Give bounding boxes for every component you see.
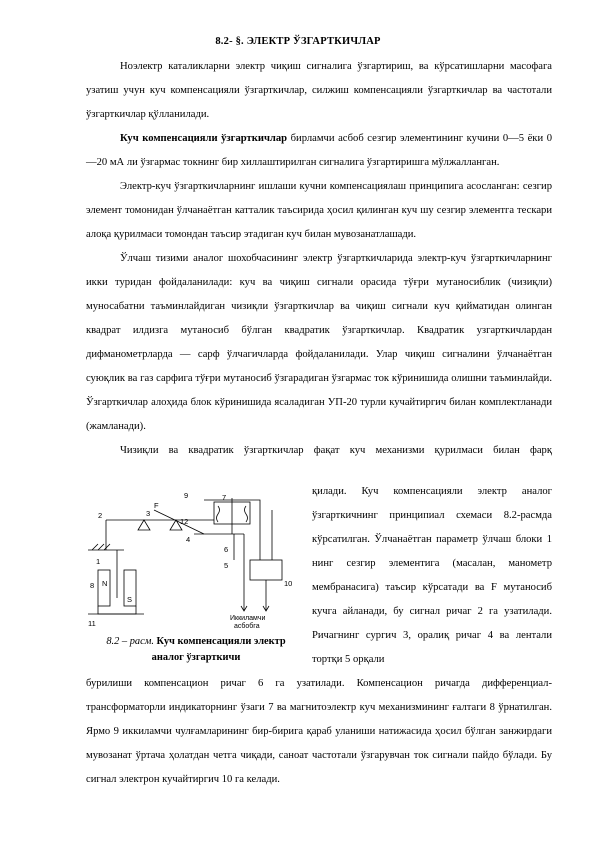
output-label-line1: Иккиламчи xyxy=(230,615,266,622)
paragraph-4 xyxy=(86,247,552,439)
caption-number: 8.2 – расм. xyxy=(106,636,154,647)
fig-label-9: 9 xyxy=(184,491,189,500)
paragraph-bottom: бурилиши компенсацион ричаг 6 га узатилади. Компенсацион ричагда дифференциал-трансформаторли индикаторнинг ўзаги 7 ва магнитоэлектр куч механизмининг ғалтаги 8 ўрнатилган. Ярмо 9 иккиламчи чулғамларининг бир-бирига қараб уланиши натижасида ҳосил бўлган занжирдаги мувозанат ўртача ҳолатдан четга чиқади, саноат частотали ўзгарувчан ток сигнали пайдо бўлади. Бу сигнал электрон кучайтиргич 10 га келади. xyxy=(86,678,552,785)
paragraph-3 xyxy=(86,175,552,247)
fig-label-12: 12 xyxy=(180,517,189,526)
fig-label-n: N xyxy=(102,579,108,588)
magnet-yoke-8 xyxy=(98,606,136,614)
amplifier-10 xyxy=(250,560,282,580)
fig-label-11: 11 xyxy=(88,619,96,628)
schematic-figure xyxy=(84,490,304,630)
paragraph-2-text: бирламчи асбоб сезгир элементининг кучини 0—5 ёки 0—20 мА ли ўзгармас токнинг бир хиллаштирилган сигналига ўзгартиришга мўлжалланган. xyxy=(86,133,552,168)
pivot-3 xyxy=(138,520,150,530)
figure-caption xyxy=(96,634,296,666)
caption-title: Куч компенсацияли электр аналог ўзгарткичи xyxy=(151,636,286,663)
section-title: 8.2- §. ЭЛЕКТР ЎЗГАРТКИЧЛАР xyxy=(215,36,381,47)
paragraph-1-text: Ноэлектр каталикларни электр чиқиш сигналига ўзгартириш, ва кўрсатишларни масофага узатиш учун куч компенсацияли ўзгарткичлар, силжиш компенсацияли ўзгарткичлар ва частотали ўзгарткичлар қўлланилади. xyxy=(86,61,552,120)
paragraph-2 xyxy=(86,127,552,175)
fig-label-7: 7 xyxy=(222,493,227,502)
body-text-top xyxy=(86,55,552,463)
paragraph-4-text: Ўлчаш тизими аналог шохобчасининг электр ўзгарткичларида электр-куч ўзгарткичларнинг икки туридан фойдаланилади: куч ва чиқиш сигнали орасида тўғри мутаносиблик (чизиқли) муносабатни таъминлайдиган чизиқли ўзгарткичлар ва чиқиш сигнали куч қийматидан олинган квадрат илдизга мутаносиб бўлган квадратик ўзгарткичлар. Квадратик узгарткичлардан дифманометрларда — сарф ўлчагичларда фойдаланилади. Улар чиқиш сигналини ўлчанаётган суюқлик ва газ сарфига тўғри мутаносиб ўзгарадиган ўзгармас ток кўринишида олишни таъминлайди. Ўзгарткичлар алоҳида блок кўринишида ясаладиган УП-20 турли кучайтиргич билан комплектланади (жамланади). xyxy=(86,253,552,432)
magnet-left xyxy=(98,570,110,606)
hatch-marks xyxy=(92,544,110,550)
fig-label-4: 4 xyxy=(186,535,191,544)
fig-label-s: S xyxy=(127,595,133,604)
fig-label-5: 5 xyxy=(224,561,229,570)
fig-label-8: 8 xyxy=(90,581,95,590)
body-text-right xyxy=(312,480,552,672)
fig-label-1: 1 xyxy=(96,557,101,566)
fig-label-3: 3 xyxy=(146,509,151,518)
intermediate-lever xyxy=(154,510,204,534)
fig-label-2: 2 xyxy=(98,511,103,520)
body-text-bottom xyxy=(86,672,552,792)
paragraph-5-text: Чизиқли ва квадратик ўзгарткичлар фақат куч механизми қурилмаси билан фарқ xyxy=(120,445,552,456)
fig-label-6: 6 xyxy=(224,545,229,554)
fig-label-10: 10 xyxy=(284,579,293,588)
output-label-line2: асбобга xyxy=(234,623,260,630)
fig-label-f: F xyxy=(154,501,159,510)
paragraph-1 xyxy=(86,55,552,127)
paragraph-3-text: Электр-куч ўзгарткичларнинг ишлаши кучни компенсациялаш принципига асосланган: сезгир элемент томонидан ўлчанаётган катталик таъсирида ҳосил қилинган куч шу сезгир элементга тескари алоқа қурилмаси томондан таъсир этадиган куч билан мувозанатлашади. xyxy=(86,181,552,240)
paragraph-right: қилади. Куч компенсацияли электр аналог ўзгарткичнинг принципиал схемаси 8.2-расмда кўрсатилган. Ўлчанаётган параметр ўлчаш блоки 1 нинг сезгир элементига (масалан, манометр мембранасига) таъсир кўрсатади ва F мутаносиб кучга айланади, бу сигнал ричаг 2 га узатилади. Ричагнинг сургич 3, оралиқ ричаг 4 ва лентали тортқи 5 орқали xyxy=(312,486,552,665)
paragraph-2-term: Куч компенсацияли ўзгарткичлар xyxy=(120,133,288,144)
paragraph-5 xyxy=(86,439,552,463)
